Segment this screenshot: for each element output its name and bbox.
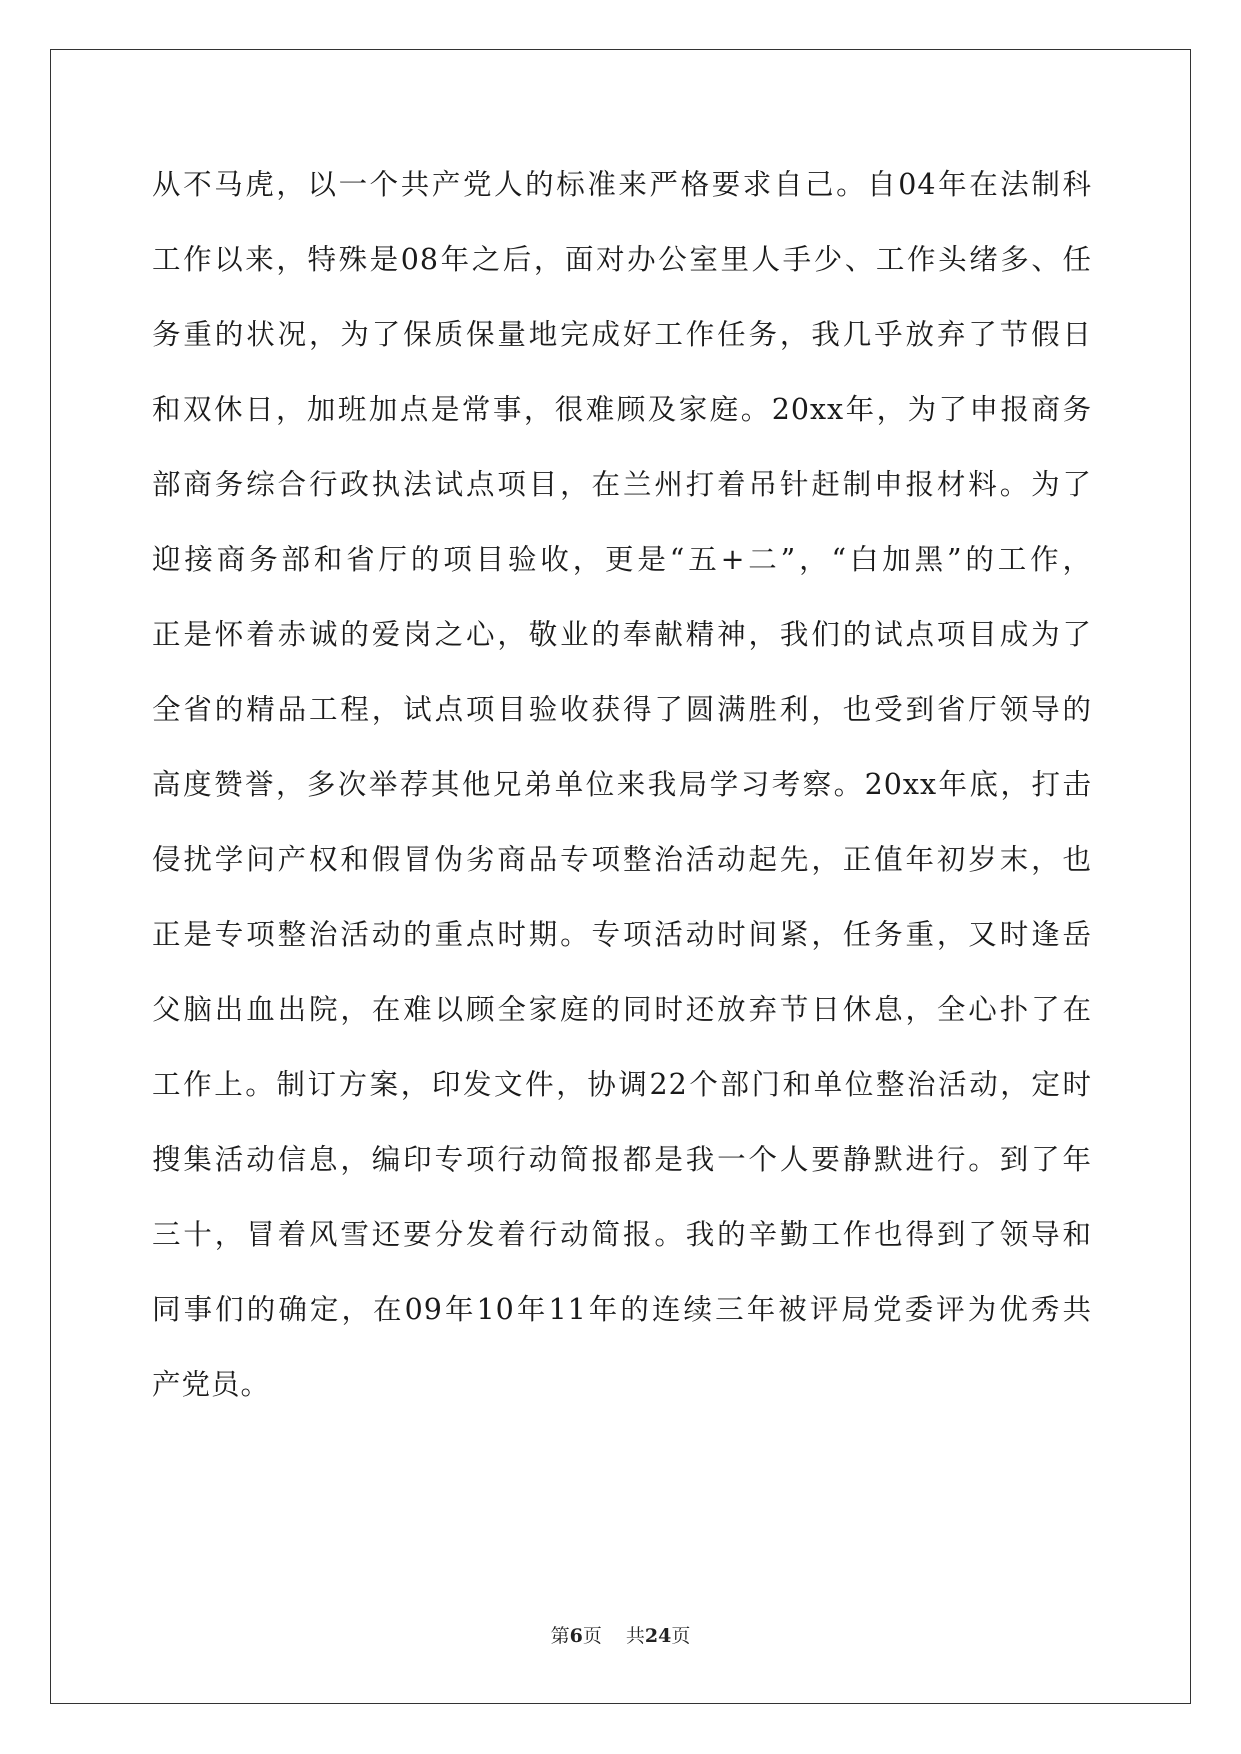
- text-line: 迎接商务部和省厅的项目验收，更是“五+二”，“白加黑”的工作，: [152, 543, 1092, 576]
- text-line: 部商务综合行政执法试点项目，在兰州打着吊针赶制申报材料。为了: [152, 468, 1092, 501]
- text-line: 从不马虎，以一个共产党人的标准来严格要求自己。自04年在法制科: [152, 168, 1092, 201]
- page-footer: [0, 1621, 1241, 1648]
- page-total-prefix: 共: [625, 1625, 645, 1647]
- text-line: 工作以来，特殊是08年之后，面对办公室里人手少、工作头绪多、任: [152, 243, 1092, 276]
- page-number-total: 24: [644, 1625, 672, 1647]
- text-line: 同事们的确定，在09年10年11年的连续三年被评局党委评为优秀共: [152, 1293, 1092, 1326]
- page-number-prefix: 第: [550, 1625, 570, 1647]
- text-line: 三十，冒着风雪还要分发着行动简报。我的辛勤工作也得到了领导和: [152, 1218, 1092, 1251]
- text-line: 务重的状况，为了保质保量地完成好工作任务，我几乎放弃了节假日: [152, 318, 1092, 351]
- text-line: 父脑出血出院，在难以顾全家庭的同时还放弃节日休息，全心扑了在: [152, 993, 1092, 1026]
- text-line: 高度赞誉，多次举荐其他兄弟单位来我局学习考察。20xx年底，打击: [152, 768, 1092, 801]
- text-line: 正是专项整治活动的重点时期。专项活动时间紧，任务重，又时逢岳: [152, 918, 1092, 951]
- text-line-last: 产党员。: [152, 1368, 271, 1401]
- text-line: 搜集活动信息，编印专项行动简报都是我一个人要静默进行。到了年: [152, 1143, 1092, 1176]
- text-line: 工作上。制订方案，印发文件，协调22个部门和单位整治活动，定时: [152, 1068, 1092, 1101]
- body-paragraph: [152, 160, 1092, 1435]
- text-line: 全省的精品工程，试点项目验收获得了圆满胜利，也受到省厅领导的: [152, 693, 1092, 726]
- page-total-suffix: 页: [671, 1625, 691, 1647]
- page-number-suffix: 页: [582, 1625, 602, 1647]
- text-line: 和双休日，加班加点是常事，很难顾及家庭。20xx年，为了申报商务: [152, 393, 1092, 426]
- text-line: 正是怀着赤诚的爱岗之心，敬业的奉献精神，我们的试点项目成为了: [152, 618, 1092, 651]
- text-line: 侵扰学问产权和假冒伪劣商品专项整治活动起先，正值年初岁末，也: [152, 843, 1092, 876]
- page-number-current: 6: [569, 1625, 583, 1647]
